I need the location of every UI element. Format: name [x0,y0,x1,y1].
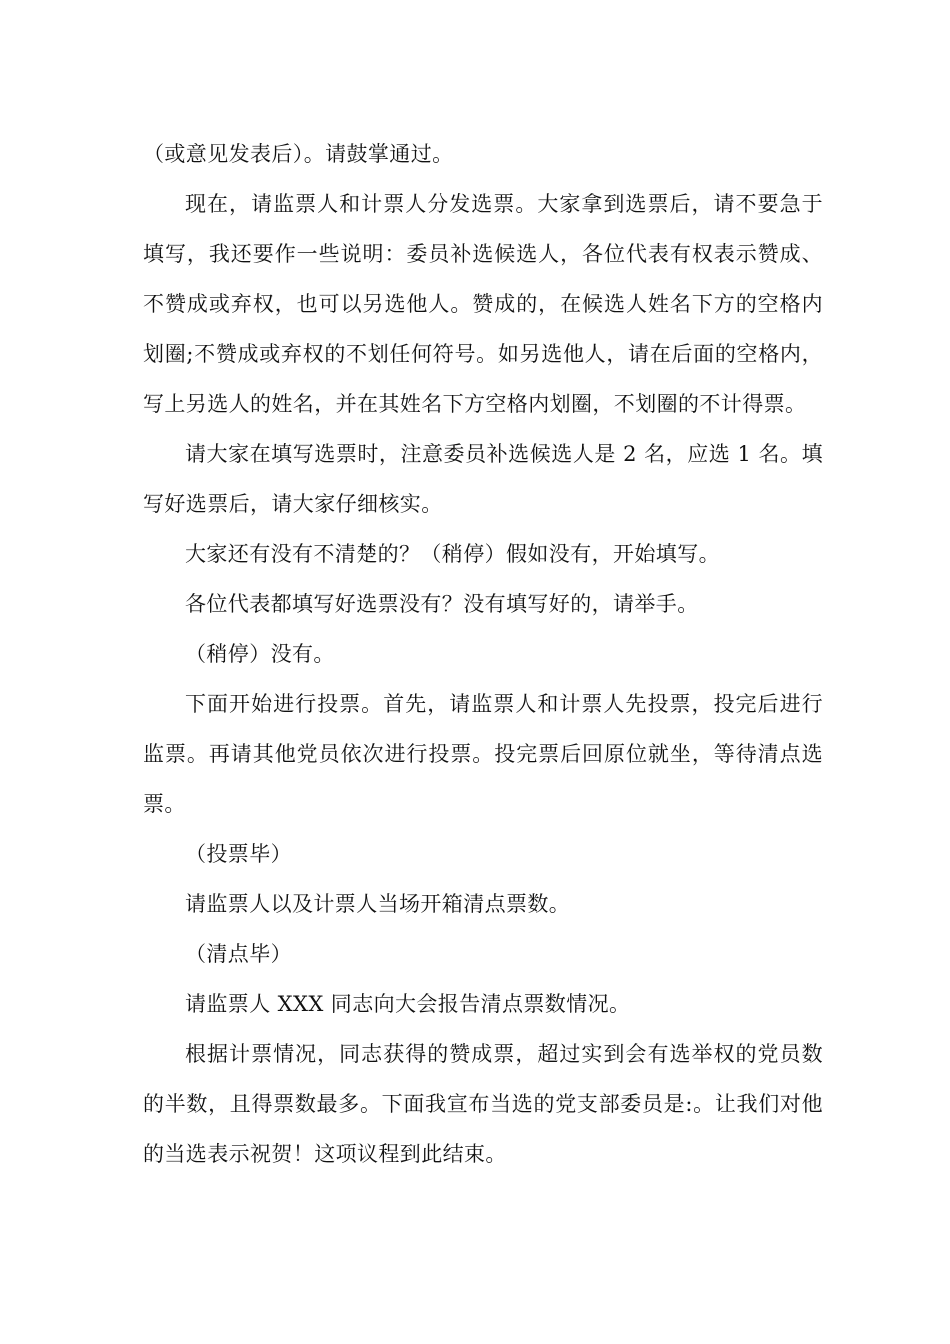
paragraph: 请监票人 XXX 同志向大会报告清点票数情况。 [185,992,631,1016]
paragraph: 下面开始进行投票。首先，请监票人和计票人先投票，投完后进行监票。再请其他党员依次进行投票。投完票后回原位就坐，等待清点选票。 [143,692,823,816]
paragraph: 请大家在填写选票时，注意委员补选候选人是 2 名，应选 1 名。填写好选票后，请大家仔细核实。 [143,442,823,516]
paragraph: 各位代表都填写好选票没有？没有填写好的，请举手。 [185,592,699,616]
paragraph: 大家还有没有不清楚的？（稍停）假如没有，开始填写。 [185,542,720,566]
paragraph: （投票毕） [185,842,292,866]
paragraph: （清点毕） [185,942,292,966]
paragraph: （或意见发表后）。请鼓掌通过。 [143,142,454,166]
paragraph: 根据计票情况，同志获得的赞成票，超过实到会有选举权的党员数的半数，且得票数最多。下面我宣布当选的党支部委员是:。让我们对他的当选表示祝贺！这项议程到此结束。 [143,1042,823,1166]
document-body [143,129,823,1179]
paragraph: 请监票人以及计票人当场开箱清点票数。 [185,892,571,916]
paragraph: （稍停）没有。 [185,642,335,666]
paragraph: 现在，请监票人和计票人分发选票。大家拿到选票后，请不要急于填写，我还要作一些说明：委员补选候选人，各位代表有权表示赞成、不赞成或弃权，也可以另选他人。赞成的，在候选人姓名下方的空格内划圈;不赞成或弃权的不划任何符号。如另选他人，请在后面的空格内，写上另选人的姓名，并在其姓名下方空格内划圈，不划圈的不计得票。 [143,192,823,416]
